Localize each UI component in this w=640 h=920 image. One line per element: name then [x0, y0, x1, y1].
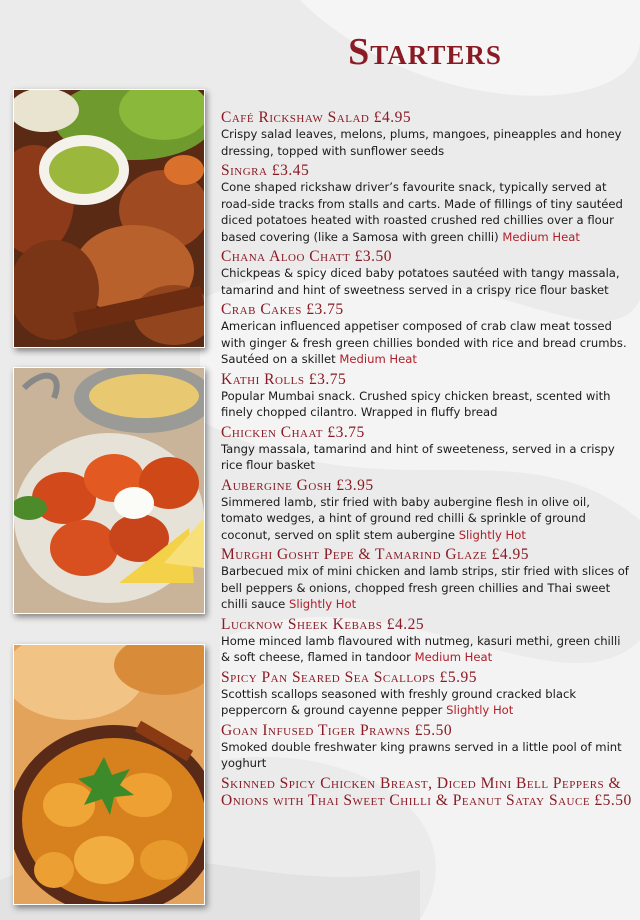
item-name: Singra	[221, 162, 268, 179]
item-name: Murghi Gosht Pepe & Tamarind Glaze	[221, 546, 488, 563]
item-price: £3.45	[271, 162, 310, 179]
item-description	[221, 126, 633, 159]
heat-level: Medium Heat	[502, 229, 580, 244]
item-name: Skinned Spicy Chicken Breast, Diced Mini Bell Peppers & Onions with Thai Sweet Chilli & Peanut Satay Sauce	[221, 774, 622, 809]
item-description	[221, 739, 633, 772]
menu-item	[221, 669, 633, 719]
item-description	[221, 318, 633, 368]
item-name: Crab Cakes	[221, 301, 302, 318]
curry-bowl-photo	[13, 644, 205, 905]
item-heading	[221, 477, 633, 494]
menu-item	[221, 371, 633, 421]
item-heading	[221, 301, 633, 318]
item-description	[221, 494, 633, 544]
item-name: Aubergine Gosh	[221, 476, 332, 494]
salad-platter-photo	[13, 89, 205, 348]
item-price: £3.75	[306, 301, 344, 318]
item-price: £3.75	[308, 370, 347, 388]
item-price: £4.25	[386, 615, 425, 633]
item-description-text: Barbecued mix of mini chicken and lamb strips, stir fried with slices of bell peppers & onions, chopped fresh green chillies and Thai sweet chilli sauce	[221, 564, 629, 611]
menu-item	[221, 424, 633, 474]
item-description	[221, 388, 633, 421]
item-description-text: Home minced lamb flavoured with nutmeg, kasuri methi, green chilli & soft cheese, flamed in tandoor	[221, 633, 621, 664]
item-name: Kathi Rolls	[221, 370, 305, 388]
item-price: £3.50	[354, 248, 393, 265]
item-heading	[221, 669, 633, 686]
item-description-text: Chickpeas & spicy diced baby potatoes sautéed with tangy massala, tamarind and hint of sweetness served in a crispy rice flour basket	[221, 266, 620, 297]
menu-item	[221, 616, 633, 666]
item-description-text: Simmered lamb, stir fried with baby aubergine flesh in olive oil, tomato wedges, a hint of ground red chilli & sprinkle of ground coconut, served on split stem aubergine	[221, 494, 590, 542]
item-heading	[221, 424, 633, 441]
item-description	[221, 563, 633, 613]
item-heading	[221, 775, 633, 809]
starters-menu-list	[221, 109, 633, 812]
item-description-text: Scottish scallops seasoned with freshly ground cracked black peppercorn & ground cayenne pepper	[221, 686, 577, 717]
item-price: £5.95	[439, 668, 478, 686]
item-price: £4.95	[491, 546, 529, 563]
item-heading	[221, 722, 633, 739]
item-price: £3.95	[336, 476, 374, 494]
menu-item	[221, 162, 633, 245]
item-name: Chicken Chaat	[221, 423, 323, 441]
item-heading	[221, 248, 633, 265]
item-description-text: Cone shaped rickshaw driver’s favourite snack, typically served at road-side tracks from stalls and carts. Made of fillings of tiny sautéed diced potatoes heated with roasted crushed red chillies over a flour based covering (like a Samosa with green chilli)	[221, 180, 623, 244]
menu-item	[221, 546, 633, 613]
menu-item	[221, 477, 633, 544]
item-name: Goan Infused Tiger Prawns	[221, 721, 411, 739]
heat-level: Slightly Hot	[446, 703, 514, 717]
menu-item	[221, 109, 633, 159]
menu-item	[221, 722, 633, 772]
item-heading	[221, 546, 633, 563]
item-description-text: Crispy salad leaves, melons, plums, mangoes, pineapples and honey dressing, topped with sunflower seeds	[221, 127, 622, 158]
item-description-text: Tangy massala, tamarind and hint of sweeteness, served in a crispy rice flour basket	[221, 441, 615, 472]
item-price: £3.75	[327, 423, 365, 441]
item-price: £5.50	[414, 721, 453, 739]
item-description-text: Smoked double freshwater king prawns served in a little pool of mint yoghurt	[221, 739, 622, 770]
item-name: Lucknow Sheek Kebabs	[221, 615, 383, 633]
item-description	[221, 686, 633, 719]
item-description	[221, 265, 633, 298]
menu-item	[221, 301, 633, 368]
item-name: Café Rickshaw Salad	[221, 109, 370, 126]
item-description-text: Popular Mumbai snack. Crushed spicy chicken breast, scented with finely chopped cilantro. Wrapped in fluffy bread	[221, 388, 611, 419]
menu-item	[221, 775, 633, 809]
heat-level: Slightly Hot	[288, 597, 357, 611]
item-price: £4.95	[373, 109, 412, 126]
heat-level: Medium Heat	[414, 650, 493, 664]
heat-level: Slightly Hot	[458, 527, 526, 542]
page-title: Starters	[348, 31, 502, 73]
item-name: Chana Aloo Chatt	[221, 248, 351, 265]
item-heading	[221, 616, 633, 633]
item-description	[221, 441, 633, 474]
menu-item	[221, 248, 633, 298]
item-name: Spicy Pan Seared Sea Scallops	[221, 668, 436, 686]
heat-level: Medium Heat	[339, 352, 417, 366]
item-heading	[221, 371, 633, 388]
item-price: £5.50	[594, 791, 632, 809]
item-description	[221, 633, 633, 666]
item-heading	[221, 162, 633, 179]
chicken-tikka-photo	[13, 367, 205, 614]
item-description-text: American influenced appetiser composed of crab claw meat tossed with ginger & fresh green chillies bonded with rice and bread crumbs. Sautéed on a skillet	[221, 319, 627, 366]
item-description	[221, 179, 633, 245]
item-heading	[221, 109, 633, 126]
